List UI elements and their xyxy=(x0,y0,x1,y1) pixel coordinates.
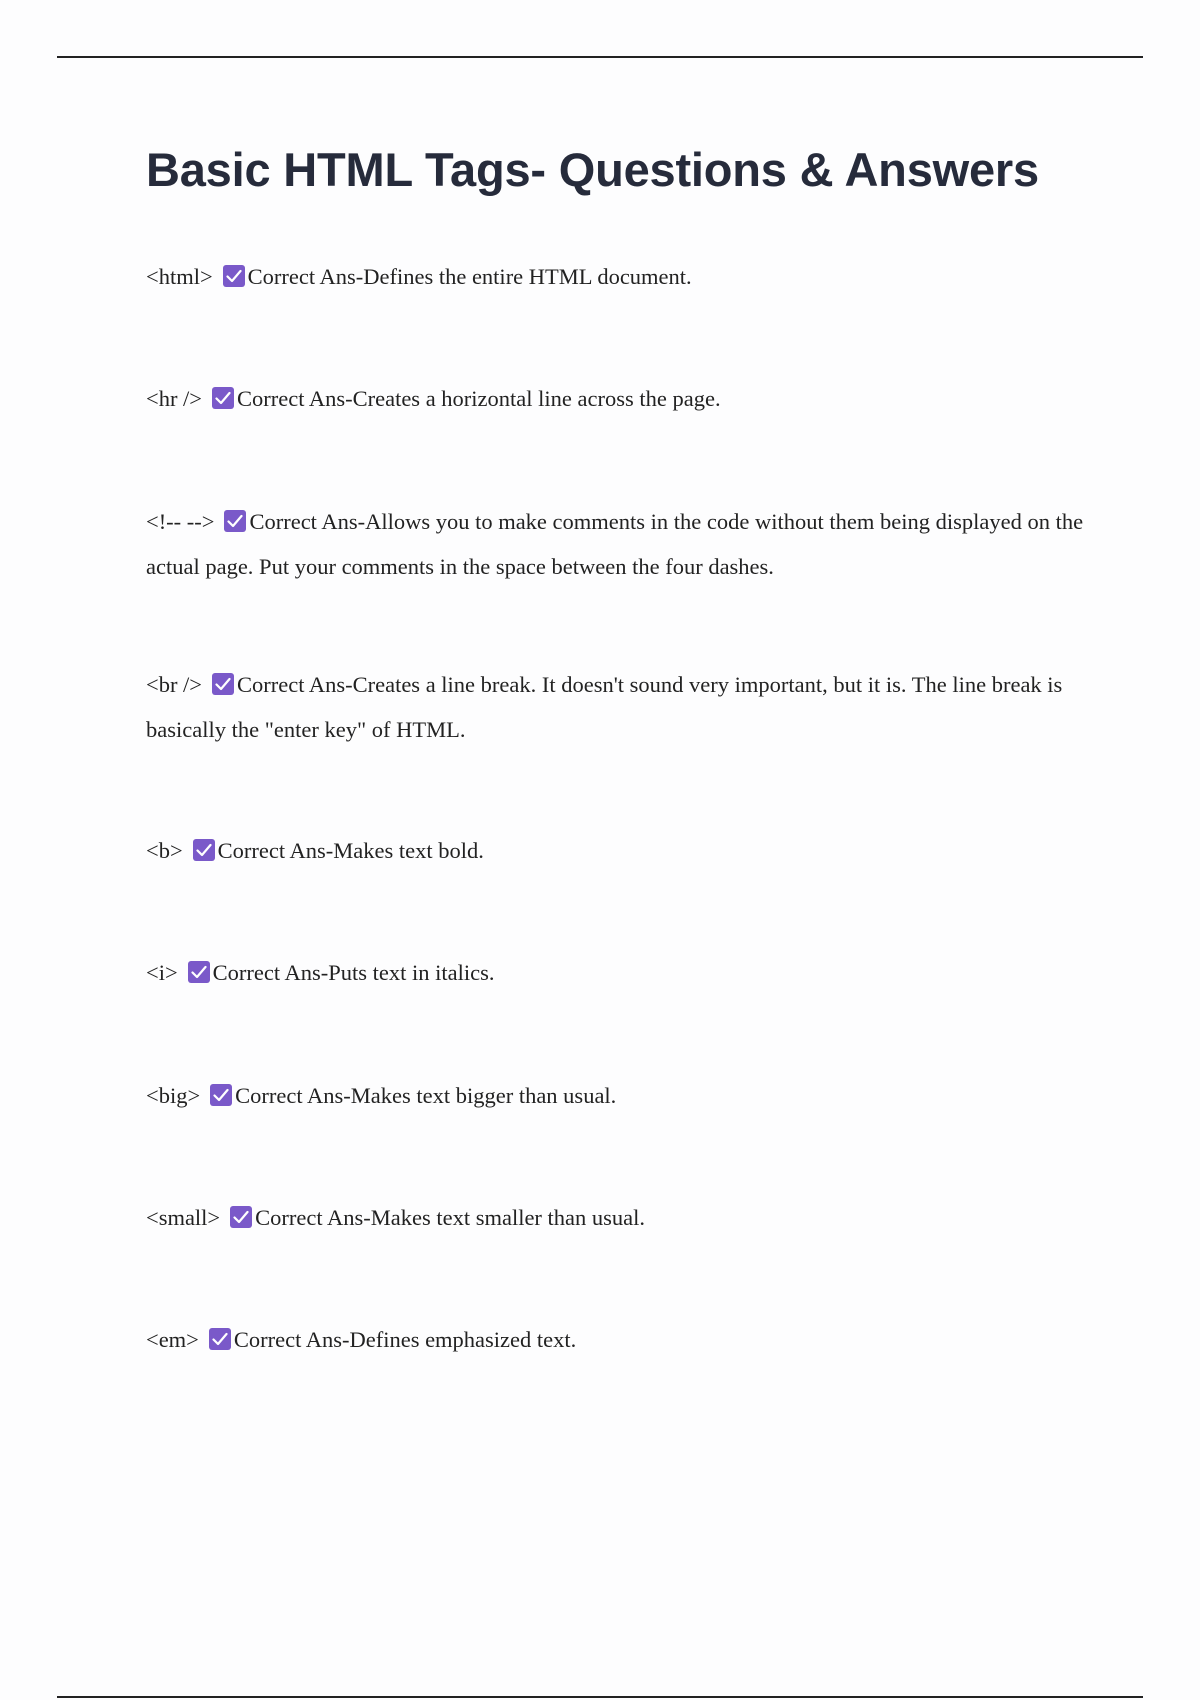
qa-item-em xyxy=(146,1317,1094,1362)
question-tag: <small> xyxy=(146,1205,221,1230)
top-rule xyxy=(57,56,1143,58)
qa-item-hr xyxy=(146,376,1094,421)
checkbox-checked-icon xyxy=(210,1084,232,1106)
bottom-rule xyxy=(57,1696,1143,1698)
checkbox-checked-icon xyxy=(223,265,245,287)
question-tag: <em> xyxy=(146,1327,199,1352)
question-tag: <html> xyxy=(146,264,213,289)
qa-item-br xyxy=(146,662,1094,752)
answer-text: Correct Ans-Creates a horizontal line across the page. xyxy=(237,386,721,411)
checkbox-checked-icon xyxy=(188,961,210,983)
qa-item-b xyxy=(146,828,1094,873)
document-title: Basic HTML Tags- Questions & Answers xyxy=(146,143,1039,196)
question-tag: <big> xyxy=(146,1083,201,1108)
answer-text: Correct Ans-Makes text bigger than usual. xyxy=(235,1083,617,1108)
question-tag: <b> xyxy=(146,838,183,863)
answer-text: Correct Ans-Allows you to make comments in the code without them being displayed on the actual page. Put your comments in the space between the four dashes. xyxy=(146,509,1084,579)
answer-text: Correct Ans-Puts text in italics. xyxy=(212,960,495,985)
qa-item-big xyxy=(146,1073,1094,1118)
answer-text: Correct Ans-Creates a line break. It doesn't sound very important, but it is. The line break is basically the "enter key" of HTML. xyxy=(146,672,1063,742)
qa-item-small xyxy=(146,1195,1094,1240)
question-tag: <!-- --> xyxy=(146,509,215,534)
checkbox-checked-icon xyxy=(193,839,215,861)
checkbox-checked-icon xyxy=(230,1206,252,1228)
question-tag: <hr /> xyxy=(146,386,202,411)
checkbox-checked-icon xyxy=(209,1328,231,1350)
checkbox-checked-icon xyxy=(224,510,246,532)
answer-text: Correct Ans-Makes text bold. xyxy=(217,838,484,863)
checkbox-checked-icon xyxy=(212,387,234,409)
checkbox-checked-icon xyxy=(212,673,234,695)
answer-text: Correct Ans-Defines emphasized text. xyxy=(233,1327,577,1352)
qa-item-comment xyxy=(146,499,1094,589)
qa-item-html xyxy=(146,254,1094,299)
question-tag: <i> xyxy=(146,960,178,985)
qa-item-i xyxy=(146,950,1094,995)
question-tag: <br /> xyxy=(146,672,202,697)
answer-text: Correct Ans-Defines the entire HTML document. xyxy=(247,264,692,289)
answer-text: Correct Ans-Makes text smaller than usual. xyxy=(255,1205,646,1230)
